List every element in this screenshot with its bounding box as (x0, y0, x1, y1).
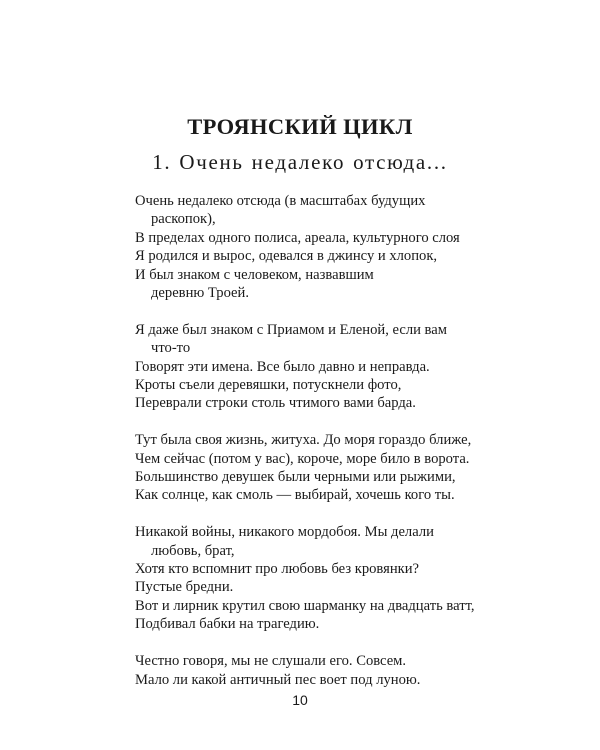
page-number: 10 (292, 692, 308, 708)
poem-line: Я родился и вырос, одевался в джинсу и хлопок, (135, 248, 438, 265)
poem-line: Говорят эти имена. Все было давно и неправда. (135, 358, 430, 375)
poem-line: Вот и лирник крутил свою шарманку на двадцать ватт, (135, 597, 475, 614)
poem-line-continuation: раскопок), (151, 211, 216, 228)
section-title: ТРОЯНСКИЙ ЦИКЛ (187, 114, 413, 139)
poem-line: Тут была своя жизнь, житуха. До моря гораздо ближе, (135, 432, 472, 449)
poem-line: Чем сейчас (потом у вас), короче, море било в ворота. (135, 450, 470, 467)
poem-line: Как солнце, как смоль — выбирай, хочешь кого ты. (135, 487, 455, 504)
poem-line: И был знаком с человеком, назвавшим (135, 266, 374, 283)
stanza (135, 192, 480, 302)
poem-line: Кроты съели деревяшки, потускнели фото, (135, 377, 402, 394)
poem-line-continuation: что-то (151, 340, 191, 357)
poem-title: 1. Очень недалеко отсюда... (152, 150, 448, 174)
poem-line: Хотя кто вспомнит про любовь без кровянки? (135, 561, 420, 578)
stanza (135, 652, 480, 689)
poem-line: Переврали строки столь чтимого вами барда. (135, 395, 416, 412)
poem-body (135, 192, 480, 707)
poem-line-continuation: любовь, брат, (151, 542, 235, 559)
poem-line: Подбивал бабки на трагедию. (135, 616, 320, 633)
poem-line: Очень недалеко отсюда (в масштабах будущих (135, 193, 426, 209)
poem-line: Пустые бредни. (135, 579, 234, 596)
stanza (135, 523, 480, 633)
poem-line: В пределах одного полиса, ареала, культурного слоя (135, 229, 460, 246)
poem-line: Честно говоря, мы не слушали его. Совсем. (135, 653, 407, 670)
stanza (135, 431, 480, 505)
poem-line-continuation: деревню Троей. (151, 285, 249, 302)
stanza (135, 321, 480, 413)
poem-line: Большинство девушек были черными или рыжими, (135, 469, 456, 486)
poem-line: Я даже был знаком с Приамом и Еленой, если вам (135, 321, 447, 338)
poem-line: Мало ли какой античный пес воет под луною. (135, 671, 421, 688)
poem-line: Никакой войны, никакого мордобоя. Мы делали (135, 524, 434, 541)
